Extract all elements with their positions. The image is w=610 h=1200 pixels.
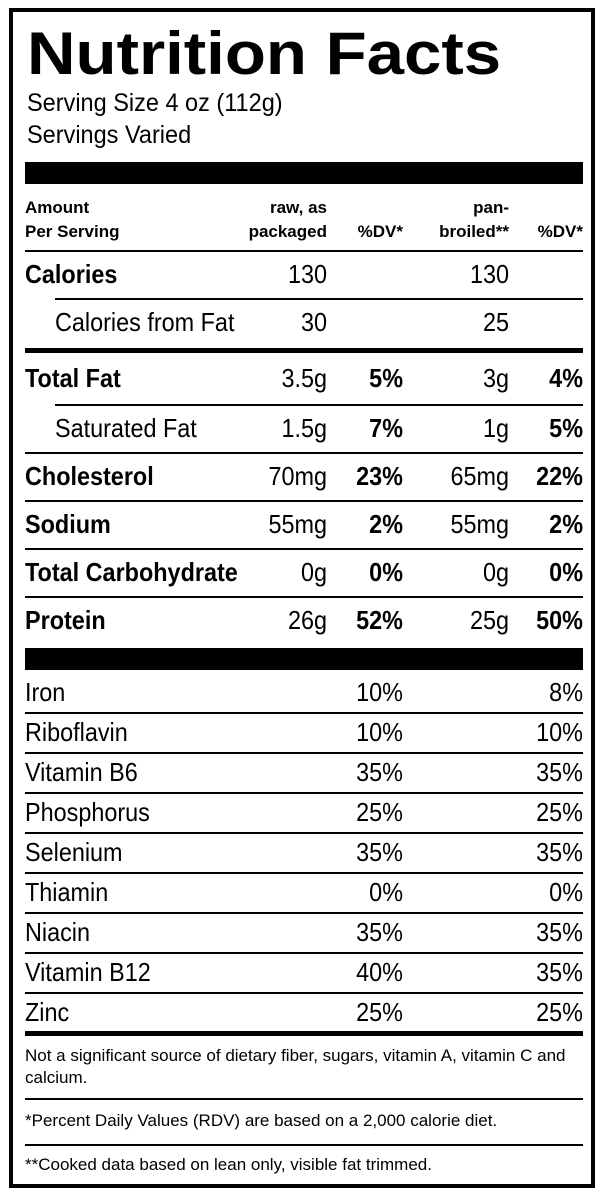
vitamin-pandv-selenium: 35% bbox=[536, 837, 583, 867]
divider bbox=[25, 832, 583, 834]
row-rawdv-cholesterol: 23% bbox=[356, 461, 403, 491]
vitamin-pandv-riboflavin: 10% bbox=[536, 717, 583, 747]
vitamin-rawdv-phosphorus: 25% bbox=[356, 797, 403, 827]
row-pan-saturated-fat: 1g bbox=[482, 413, 509, 443]
row-pan-total-fat: 3g bbox=[482, 363, 509, 393]
row-pan-cholesterol: 65mg bbox=[450, 461, 509, 491]
vitamin-label-vitamin-b6: Vitamin B6 bbox=[25, 757, 138, 787]
row-label-sodium: Sodium bbox=[25, 509, 111, 539]
row-pan-protein: 25g bbox=[469, 605, 509, 635]
raw-header-line1: raw, as bbox=[269, 198, 327, 217]
amount-header-line1: Amount bbox=[25, 198, 90, 217]
vitamin-label-thiamin: Thiamin bbox=[25, 877, 109, 907]
amount-header-line2: Per Serving bbox=[25, 222, 120, 241]
footnote-not-significant: Not a significant source of dietary fiber, sugars, vitamin A, vitamin C and calcium. bbox=[25, 1046, 566, 1087]
row-rawdv-total-fat: 5% bbox=[369, 363, 403, 393]
vitamin-rawdv-selenium: 35% bbox=[356, 837, 403, 867]
vitamin-label-phosphorus: Phosphorus bbox=[25, 797, 150, 827]
divider bbox=[25, 752, 583, 754]
row-label-cholesterol: Cholesterol bbox=[25, 461, 154, 491]
row-rawdv-total-carbohydrate: 0% bbox=[369, 557, 403, 587]
divider bbox=[25, 992, 583, 994]
row-label-protein: Protein bbox=[25, 605, 106, 635]
row-label-calories-from-fat: Calories from Fat bbox=[55, 307, 235, 337]
dv-header-pan: %DV* bbox=[537, 222, 583, 241]
row-label-total-carbohydrate: Total Carbohydrate bbox=[25, 557, 238, 587]
vitamin-label-selenium: Selenium bbox=[25, 837, 123, 867]
row-rawdv-sodium: 2% bbox=[369, 509, 403, 539]
vitamin-pandv-phosphorus: 25% bbox=[536, 797, 583, 827]
vitamin-rawdv-niacin: 35% bbox=[356, 917, 403, 947]
row-label-saturated-fat: Saturated Fat bbox=[55, 413, 197, 443]
vitamin-pandv-vitamin-b6: 35% bbox=[536, 757, 583, 787]
serving-size: Serving Size 4 oz (112g) bbox=[27, 89, 283, 117]
row-rawdv-protein: 52% bbox=[356, 605, 403, 635]
divider bbox=[25, 712, 583, 714]
vitamin-rawdv-vitamin-b6: 35% bbox=[356, 757, 403, 787]
divider bbox=[25, 872, 583, 874]
row-raw-sodium: 55mg bbox=[268, 509, 327, 539]
vitamin-pandv-vitamin-b12: 35% bbox=[536, 957, 583, 987]
dv-header-raw: %DV* bbox=[357, 222, 403, 241]
divider bbox=[55, 298, 583, 300]
divider bbox=[25, 500, 583, 502]
row-raw-saturated-fat: 1.5g bbox=[281, 413, 327, 443]
vitamin-label-zinc: Zinc bbox=[25, 997, 70, 1027]
row-raw-cholesterol: 70mg bbox=[268, 461, 327, 491]
divider bbox=[25, 596, 583, 598]
vitamin-pandv-niacin: 35% bbox=[536, 917, 583, 947]
divider bbox=[25, 792, 583, 794]
divider bbox=[25, 452, 583, 454]
nutrition-facts-label bbox=[9, 8, 595, 1188]
row-pandv-saturated-fat: 5% bbox=[549, 413, 583, 443]
vitamins-thick-bar bbox=[25, 648, 583, 670]
pan-header-line1: pan- bbox=[473, 198, 509, 217]
raw-header-line2: packaged bbox=[248, 222, 327, 241]
pan-header-line2: broiled** bbox=[439, 222, 509, 241]
divider bbox=[55, 404, 583, 406]
row-pan-calories: 130 bbox=[469, 259, 509, 289]
top-thick-bar bbox=[25, 162, 583, 184]
vitamin-rawdv-riboflavin: 10% bbox=[356, 717, 403, 747]
row-raw-protein: 26g bbox=[287, 605, 327, 635]
vitamin-rawdv-thiamin: 0% bbox=[369, 877, 403, 907]
vitamin-pandv-iron: 8% bbox=[549, 677, 583, 707]
row-pandv-sodium: 2% bbox=[549, 509, 583, 539]
row-pandv-cholesterol: 22% bbox=[536, 461, 583, 491]
divider bbox=[25, 548, 583, 550]
divider bbox=[25, 952, 583, 954]
row-raw-total-fat: 3.5g bbox=[281, 363, 327, 393]
row-pan-total-carbohydrate: 0g bbox=[482, 557, 509, 587]
vitamin-rawdv-zinc: 25% bbox=[356, 997, 403, 1027]
row-label-total-fat: Total Fat bbox=[25, 363, 121, 393]
row-pandv-total-fat: 4% bbox=[549, 363, 583, 393]
divider bbox=[25, 912, 583, 914]
row-pandv-total-carbohydrate: 0% bbox=[549, 557, 583, 587]
vitamin-label-riboflavin: Riboflavin bbox=[25, 717, 128, 747]
row-pan-calories-from-fat: 25 bbox=[482, 307, 509, 337]
vitamin-label-vitamin-b12: Vitamin B12 bbox=[25, 957, 151, 987]
row-raw-calories-from-fat: 30 bbox=[300, 307, 327, 337]
divider bbox=[25, 1144, 583, 1146]
vitamin-rawdv-vitamin-b12: 40% bbox=[356, 957, 403, 987]
label-title: Nutrition Facts bbox=[27, 20, 502, 87]
thick-divider bbox=[25, 1031, 583, 1036]
thick-divider bbox=[25, 348, 583, 353]
row-raw-calories: 130 bbox=[287, 259, 327, 289]
divider bbox=[25, 250, 583, 252]
vitamin-label-niacin: Niacin bbox=[25, 917, 91, 947]
row-rawdv-saturated-fat: 7% bbox=[369, 413, 403, 443]
footnote-cooked-data: **Cooked data based on lean only, visible fat trimmed. bbox=[25, 1155, 432, 1174]
row-raw-total-carbohydrate: 0g bbox=[300, 557, 327, 587]
vitamin-pandv-zinc: 25% bbox=[536, 997, 583, 1027]
servings-per-container: Servings Varied bbox=[27, 121, 192, 149]
vitamin-pandv-thiamin: 0% bbox=[549, 877, 583, 907]
row-pandv-protein: 50% bbox=[536, 605, 583, 635]
divider bbox=[25, 1098, 583, 1100]
vitamin-rawdv-iron: 10% bbox=[356, 677, 403, 707]
row-pan-sodium: 55mg bbox=[450, 509, 509, 539]
row-label-calories: Calories bbox=[25, 259, 118, 289]
vitamin-label-iron: Iron bbox=[25, 677, 66, 707]
footnote-percent-dv: *Percent Daily Values (RDV) are based on a 2,000 calorie diet. bbox=[25, 1111, 498, 1130]
